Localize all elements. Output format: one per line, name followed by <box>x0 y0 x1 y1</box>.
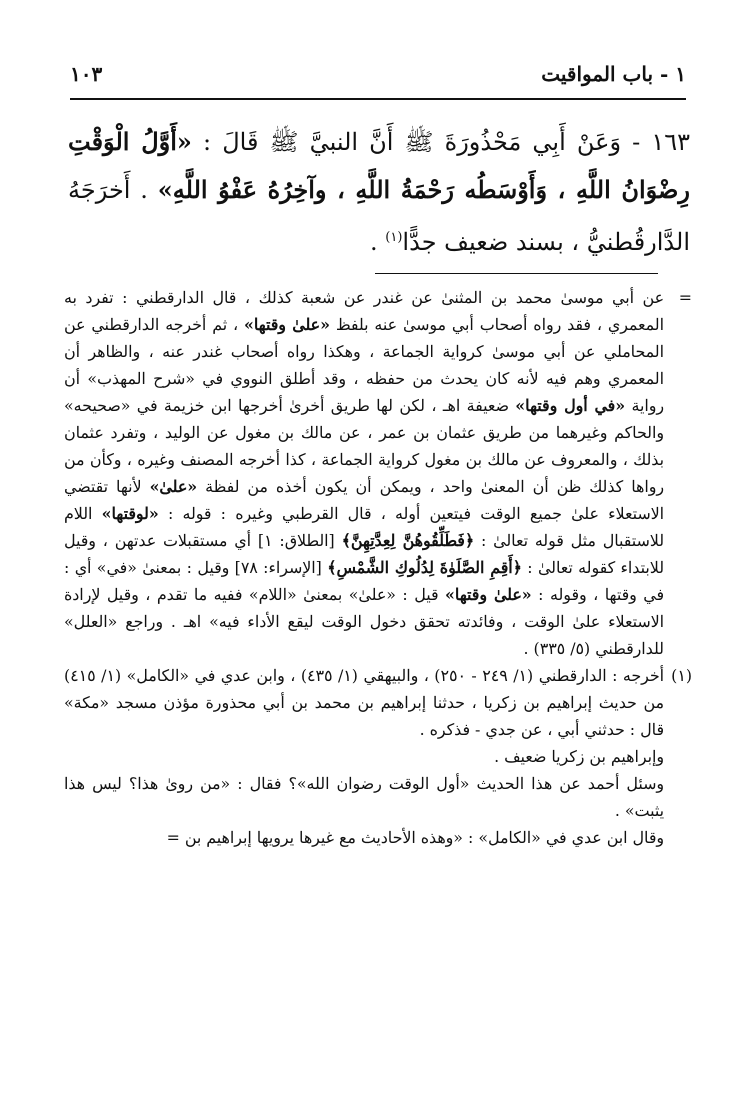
note-segment: ، ثم أخرجه الدارقطني عن المحاملي عن أبي موسىٰ كرواية الجماعة ، وهكذا رواه أصحاب غندر عنه ، والظاهر أن المعمري وهم فيه لأنه كان يحدث من حفظه ، وقد أطلق النووي في «شرح المهذب» أن رواية <box>64 315 664 415</box>
page-header <box>70 56 686 92</box>
hadith-intro: ١٦٣ - وَعَنْ أَبِي مَحْذُورَةَ ﷺ أَنَّ النبيَّ ﷺ قَالَ : <box>191 128 691 156</box>
note-segment-bold: «علىٰ» <box>149 477 198 496</box>
continued-note <box>64 284 692 662</box>
header-divider <box>70 98 686 100</box>
footnote-line: وقال ابن عدي في «الكامل» : «وهذه الأحاديث مع غيرها يرويها إبراهيم بن = <box>166 828 664 847</box>
note-segment: [الطلاق: ١] أي مستقبلات عدتهن ، وقيل للابتداء كقوله تعالىٰ : <box>64 531 665 577</box>
note-segment-bold: «علىٰ وقتها» <box>244 315 330 334</box>
note-segment: [الإسراء: ٧٨] وقيل : بمعنىٰ «في» أي : في وقتها ، وقوله : <box>64 558 665 604</box>
hadith-end: . <box>370 228 386 256</box>
footnote-reference: (١) <box>385 230 403 245</box>
footnote-line: وإبراهيم بن زكريا ضعيف . <box>494 747 664 766</box>
hadith-takhrij: . أَخرَجَهُ الدَّارقُطنيُّ ، بسند ضعيف جدًّا <box>68 176 690 256</box>
chapter-title: ١ - باب المواقيت <box>541 62 686 86</box>
note-segment: ضعيفة اهـ ، لكن لها طريق أخرىٰ أخرجها ابن خزيمة في «صحيحه» والحاكم وغيرهما من طريق عثمان بن عمر ، عن مالك بن مغول عن الوليد ، وتفرد عثمان بذلك ، والمعروف عن مالك بن مغول كرواية الجماعة ، كذا أخرجه المصنف وغيره ، وكأن من رواها كذلك ظن أن المعنىٰ واحد ، ويمكن أن يكون أخذه من لفظة <box>64 396 664 496</box>
note-segment-bold: «لوقتها» <box>101 504 159 523</box>
note-segment: اللام للاستقبال مثل قوله تعالىٰ : <box>64 504 665 550</box>
quran-quote: ﴿فَطَلِّقُوهُنَّ لِعِدَّتِهِنَّ﴾ <box>341 531 475 550</box>
note-segment: لأنها تقتضي الاستعلاء علىٰ جميع الوقت فيتعين أوله ، قال القرطبي وغيره : قوله : <box>64 477 664 523</box>
footnote-line: أخرجه : الدارقطني (١/ ٢٤٩ - ٢٥٠) ، والبيهقي (١/ ٤٣٥) ، وابن عدي في «الكامل» (١/ ٤١٥) من حديث إبراهيم بن زكريا ، حدثنا إبراهيم بن محمد بن أبي محذورة مؤذن مسجد «مكة» قال : حدثني أبي ، عن جدي - فذكره . <box>64 666 665 739</box>
footnote-marker: (١) <box>671 666 692 685</box>
hadith-text <box>68 118 690 266</box>
note-segment-bold: «في أول وقتها» <box>515 396 626 415</box>
footnote-line: وسئل أحمد عن هذا الحديث «أول الوقت رضوان الله»؟ فقال : «من روىٰ هذا؟ ليس هذا يثبت» . <box>64 774 664 820</box>
continued-note-text <box>64 288 664 658</box>
hadith-quote: «أَوَّلُ الْوَقْتِ رِضْوَانُ اللَّهِ ، وَأَوْسَطُه رَحْمَةُ اللَّهِ ، وآخِرُهُ عَفْوُ اللَّهِ» <box>68 127 690 204</box>
note-segment-bold: «علىٰ وقتها» <box>445 585 532 604</box>
footnote-1 <box>64 662 692 851</box>
note-segment: قيل : «علىٰ» بمعنىٰ «اللام» ففيه ما تقدم ، وقيل لإرادة الاستعلاء علىٰ الوقت ، وفائدته تحقق دخول الوقت ليقع الأداء فيه» اهـ . وراجع «العلل» للدارقطني (٥/ ٣٣٥) . <box>64 585 664 658</box>
continuation-marker: = <box>678 288 692 307</box>
note-segment: عن أبي موسىٰ محمد بن المثنىٰ عن غندر عن شعبة كذلك ، قال الدارقطني : تفرد به المعمري ، فقد رواه أصحاب أبي موسىٰ عنه بلفظ <box>64 288 664 334</box>
footnotes-divider <box>375 273 658 274</box>
quran-quote: ﴿أَقِمِ الصَّلَوٰةَ لِدُلُوكِ الشَّمْسِ﴾ <box>327 558 522 577</box>
footnotes <box>64 284 692 851</box>
page-number: ١٠٣ <box>70 62 103 86</box>
